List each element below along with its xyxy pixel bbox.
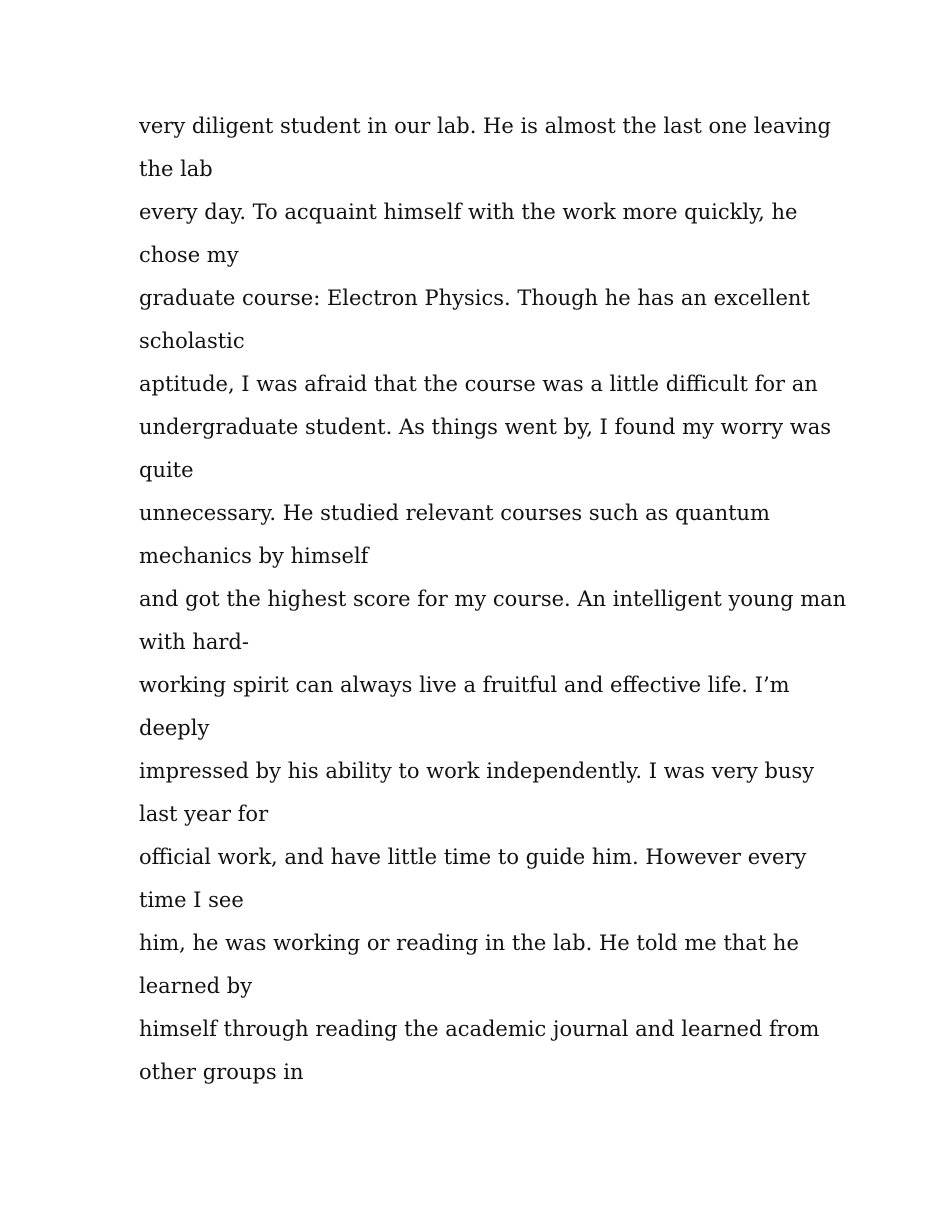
text-line: quite bbox=[139, 458, 194, 482]
text-line: himself through reading the academic journal and learned from bbox=[139, 1017, 820, 1041]
text-line: mechanics by himself bbox=[139, 544, 369, 568]
text-line: aptitude, I was afraid that the course was a little difficult for an bbox=[139, 372, 818, 396]
body-text bbox=[139, 105, 847, 1094]
text-line: chose my bbox=[139, 243, 239, 267]
text-line: scholastic bbox=[139, 329, 245, 353]
text-line: undergraduate student. As things went by, I found my worry was bbox=[139, 415, 832, 439]
text-line: graduate course: Electron Physics. Though he has an excellent bbox=[139, 286, 810, 310]
text-line: working spirit can always live a fruitful and effective life. I’m bbox=[139, 673, 790, 697]
text-line: deeply bbox=[139, 716, 210, 740]
text-line: impressed by his ability to work independently. I was very busy bbox=[139, 759, 815, 783]
text-line: every day. To acquaint himself with the work more quickly, he bbox=[139, 200, 798, 224]
text-line: with hard- bbox=[139, 630, 249, 654]
text-line: time I see bbox=[139, 888, 244, 912]
text-line: unnecessary. He studied relevant courses such as quantum bbox=[139, 501, 770, 525]
text-line: last year for bbox=[139, 802, 269, 826]
text-line: him, he was working or reading in the lab. He told me that he bbox=[139, 931, 799, 955]
text-line: other groups in bbox=[139, 1060, 304, 1084]
text-line: and got the highest score for my course. An intelligent young man bbox=[139, 587, 847, 611]
text-line: very diligent student in our lab. He is almost the last one leaving bbox=[139, 114, 831, 138]
text-line: official work, and have little time to guide him. However every bbox=[139, 845, 807, 869]
text-line: the lab bbox=[139, 157, 213, 181]
text-line: learned by bbox=[139, 974, 253, 998]
